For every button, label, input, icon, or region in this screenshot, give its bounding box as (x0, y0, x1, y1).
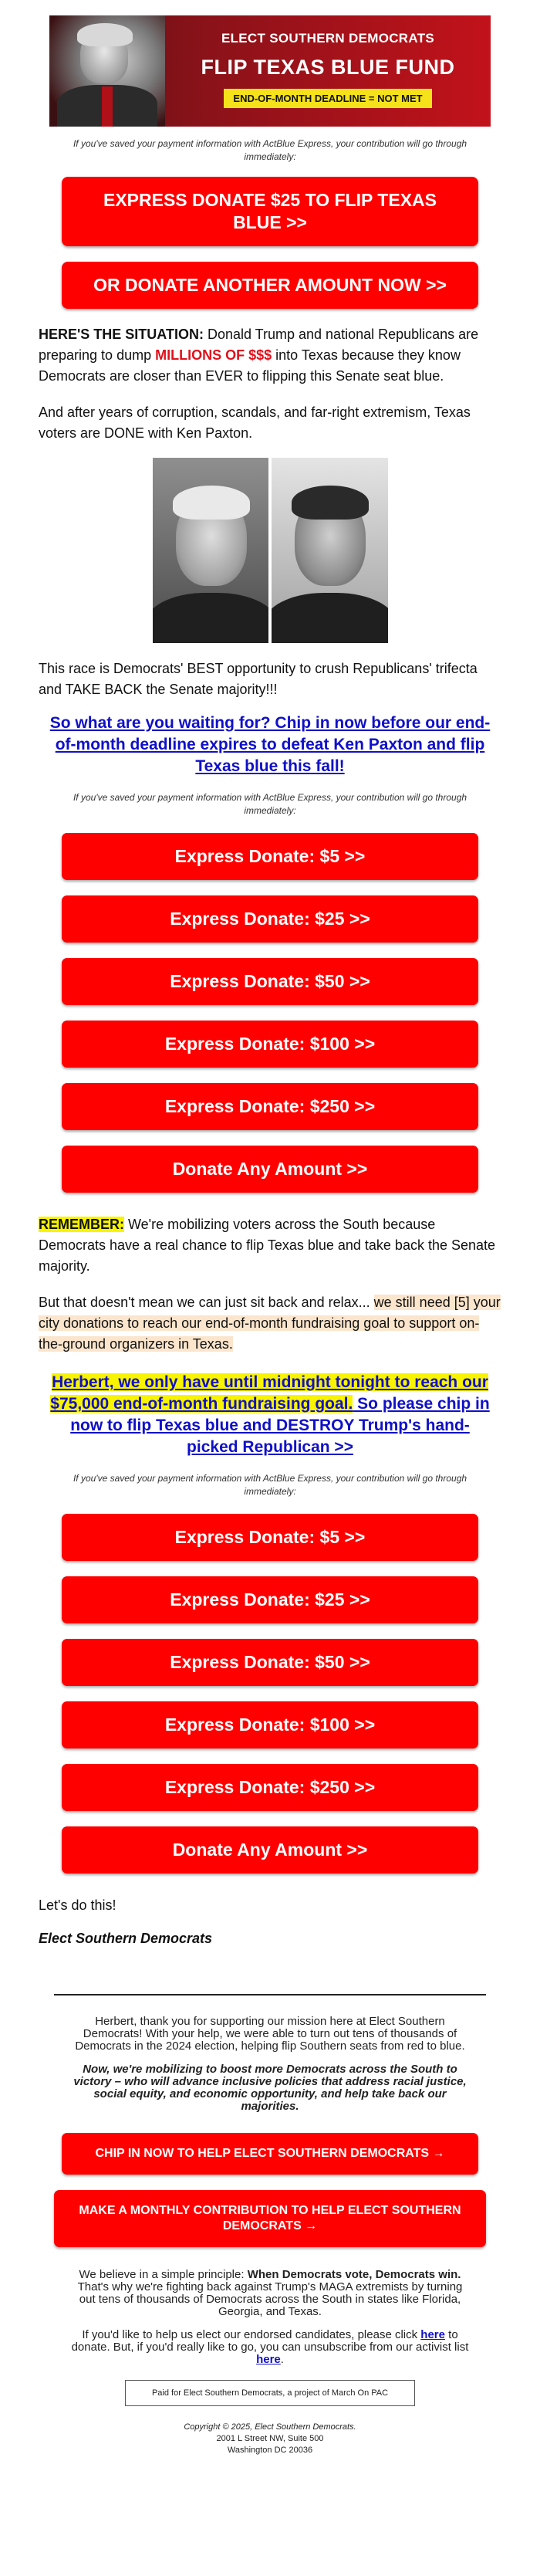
express-donate-250-button[interactable]: Express Donate: $250 >> (62, 1764, 478, 1811)
deadline-badge: END-OF-MONTH DEADLINE = NOT MET (224, 89, 431, 108)
express-donate-25-button[interactable]: EXPRESS DONATE $25 TO FLIP TEXAS BLUE >> (62, 177, 478, 246)
donate-here-link[interactable]: here (420, 2328, 445, 2341)
express-donate-5-button[interactable]: Express Donate: $5 >> (62, 833, 478, 880)
situation-paragraph: HERE'S THE SITUATION: Donald Trump and national Republicans are preparing to dump MILLIONS OF $$$ into Texas because they know Democrats are closer than EVER to flipping this Senate seat blue. (39, 327, 479, 384)
express-donate-250-button[interactable]: Express Donate: $250 >> (62, 1083, 478, 1130)
donate-another-amount-button[interactable]: OR DONATE ANOTHER AMOUNT NOW >> (62, 262, 478, 309)
footer-thanks: Herbert, thank you for supporting our mission here at Elect Southern Democrats! With your help, we were able to turn out tens of thousands of Democrats in the 2024 election, helping flip Southern seats from red to blue. (75, 2015, 465, 2053)
express-donate-25-button[interactable]: Express Donate: $25 >> (62, 895, 478, 943)
chip-in-link[interactable]: So what are you waiting for? Chip in now before our end-of-month deadline expires to defeat Ken Paxton and flip Texas blue this fall! (49, 714, 491, 775)
express-donate-100-button[interactable]: Express Donate: $100 >> (62, 1701, 478, 1748)
remember-lead: REMEMBER: (39, 1217, 124, 1232)
donation-buttons-group-2 (0, 1514, 540, 1874)
corruption-paragraph: And after years of corruption, scandals, and far-right extremism, Texas voters are DONE with Ken Paxton. (39, 405, 471, 441)
copyright-line: Copyright © 2025, Elect Southern Democrats. (184, 2422, 356, 2432)
footer-mobilizing: Now, we're mobilizing to boost more Democrats across the South to victory – who will advance inclusive policies that address racial justice, social equity, and economic opportunity, and help take back our majorities. (73, 2063, 467, 2113)
email-page (0, 15, 540, 2456)
paid-for-disclaimer: Paid for Elect Southern Democrats, a project of March On PAC (125, 2380, 415, 2406)
candidate-photos (153, 458, 388, 643)
express-donate-25-button[interactable]: Express Donate: $25 >> (62, 1576, 478, 1623)
actblue-note: If you've saved your payment information with ActBlue Express, your contribution will go through immediately: (73, 792, 467, 816)
millions-callout: MILLIONS OF $$$ (155, 347, 272, 363)
paxton-photo (272, 458, 388, 643)
address-line-2: Washington DC 20036 (227, 2446, 313, 2455)
best-opportunity-paragraph: This race is Democrats' BEST opportunity to crush Republicans' trifecta and TAKE BACK the Senate majority!!! (39, 661, 478, 697)
express-donate-50-button[interactable]: Express Donate: $50 >> (62, 1639, 478, 1686)
donations-needed-highlight: we still need [5] your city donations to reach our end-of-month fundraising goal to support on-the-ground organizers in Texas. (39, 1295, 501, 1352)
copyright-block (0, 2422, 540, 2456)
unsubscribe-link[interactable]: here (256, 2353, 281, 2366)
monthly-contribution-button[interactable]: MAKE A MONTHLY CONTRIBUTION TO HELP ELECT SOUTHERN DEMOCRATS → (54, 2190, 486, 2247)
signature: Elect Southern Democrats (39, 1931, 213, 1946)
situation-lead: HERE'S THE SITUATION: (39, 327, 204, 342)
express-donate-50-button[interactable]: Express Donate: $50 >> (62, 958, 478, 1005)
header-banner[interactable] (49, 15, 491, 127)
banner-title: FLIP TEXAS BLUE FUND (201, 56, 455, 79)
express-donate-100-button[interactable]: Express Donate: $100 >> (62, 1021, 478, 1068)
actblue-note: If you've saved your payment information with ActBlue Express, your contribution will go through immediately: (73, 138, 467, 162)
footer-help: If you'd like to help us elect our endorsed candidates, please click here to donate. But, if you'd really like to go, you can unsubscribe from our activist list here. (71, 2328, 469, 2366)
donate-any-amount-button[interactable]: Donate Any Amount >> (62, 1146, 478, 1193)
trump-photo (153, 458, 269, 643)
lets-do-this: Let's do this! (39, 1897, 116, 1913)
remember-paragraph: REMEMBER: We're mobilizing voters across the South because Democrats have a real chance to flip Texas blue and take back the Senate majority. (39, 1217, 496, 1274)
address-line-1: 2001 L Street NW, Suite 500 (216, 2434, 324, 2443)
banner-kicker: ELECT SOUTHERN DEMOCRATS (221, 31, 435, 46)
chip-in-footer-button[interactable]: CHIP IN NOW TO HELP ELECT SOUTHERN DEMOCRATS → (62, 2133, 478, 2175)
actblue-note: If you've saved your payment information with ActBlue Express, your contribution will go through immediately: (73, 1473, 467, 1497)
relax-paragraph: But that doesn't mean we can just sit back and relax... we still need [5] your city donations to reach our end-of-month fundraising goal to support on-the-ground organizers in Texas. (39, 1295, 501, 1352)
express-donate-5-button[interactable]: Express Donate: $5 >> (62, 1514, 478, 1561)
footer-principle: We believe in a simple principle: When Democrats vote, Democrats win. That's why we're fighting back against Trump's MAGA extremists by turning out tens of thousands of Democrats across the South in states like Florida, Georgia, and Texas. (77, 2268, 463, 2318)
midnight-deadline-link[interactable]: Herbert, we only have until midnight tonight to reach our $75,000 end-of-month fundraising goal. So please chip in now to flip Texas blue and DESTROY Trump's hand-picked Republican >> (50, 1373, 490, 1456)
trump-portrait-image (49, 15, 165, 127)
donate-any-amount-button[interactable]: Donate Any Amount >> (62, 1826, 478, 1874)
donation-buttons-group-1 (0, 833, 540, 1193)
